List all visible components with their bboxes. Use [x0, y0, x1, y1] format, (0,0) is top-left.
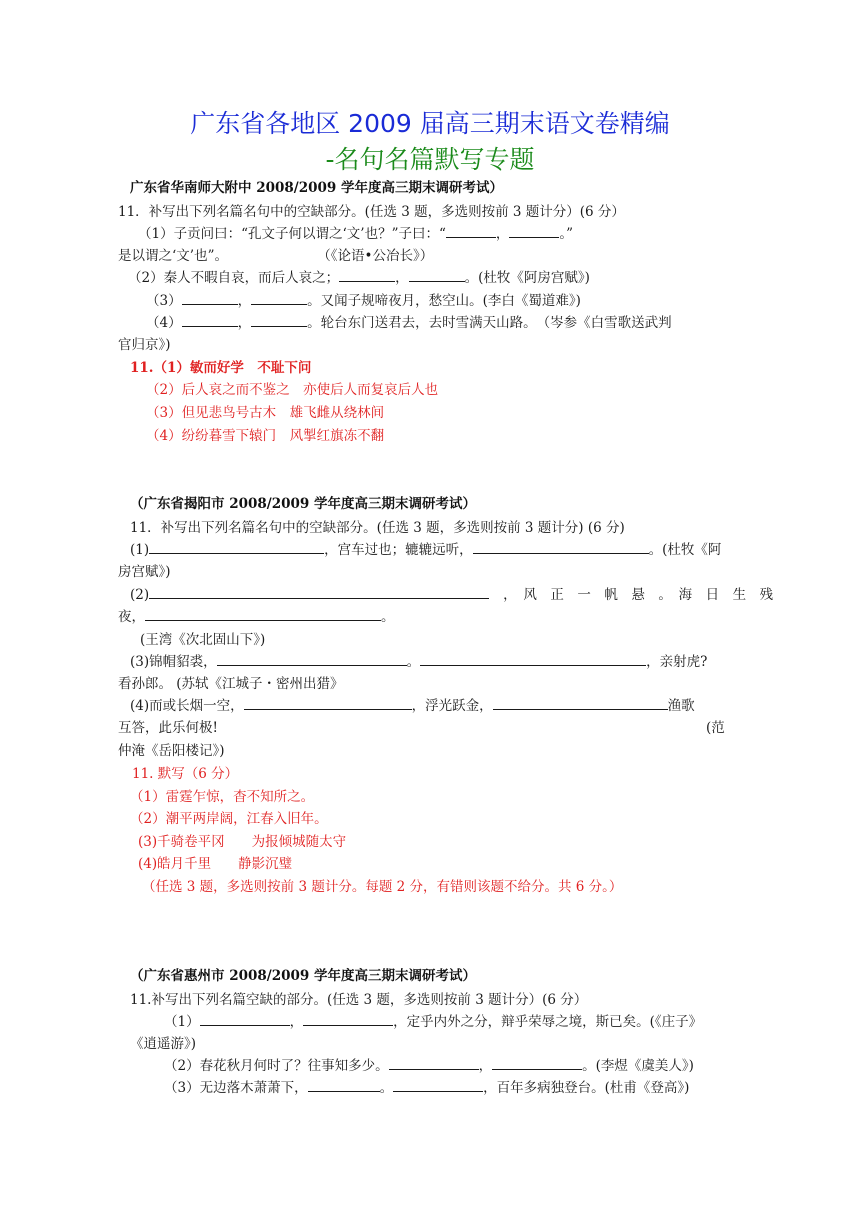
- blank: [149, 584, 489, 599]
- section-source: 广东省华南师大附中 2008/2009 学年度高三期末调研考试）: [130, 180, 503, 196]
- blank: [473, 539, 649, 554]
- blank: [420, 651, 646, 666]
- blank: [308, 1077, 380, 1092]
- blank: [251, 312, 307, 327]
- answer-line: (4)皓月千里 静影沉璧: [138, 856, 293, 872]
- blank: [389, 1055, 479, 1070]
- section-source: （广东省揭阳市 2008/2009 学年度高三期末调研考试）: [130, 496, 476, 512]
- question-item-2: (2) ， 风 正 一 帆 悬 。 海 日 生 残: [130, 583, 773, 603]
- answer-line: （4）纷纷暮雪下辕门 风掣红旗冻不翻: [146, 428, 385, 444]
- blank: [217, 651, 407, 666]
- answer-line: （2）后人哀之而不鉴之 亦使后人而复哀后人也: [146, 382, 439, 398]
- question-item-2-source: (王湾《次北固山下》): [140, 632, 266, 648]
- blank: [492, 1055, 582, 1070]
- question-item-4-source: 仲淹《岳阳楼记》): [118, 743, 225, 759]
- question-item-1-cont: 房宫赋》): [118, 564, 171, 580]
- page-title: 广东省各地区 2009 届高三期末语文卷精编: [190, 109, 670, 138]
- answer-line: (3)千骑卷平冈 为报倾城随太守: [138, 834, 347, 850]
- question-item-3: (3)锦帽貂裘， 。 ，亲射虎?: [130, 650, 707, 670]
- question-item-3: （3）无边落木萧萧下， 。 ，百年多病独登台。(杜甫《登高》): [164, 1076, 689, 1096]
- question-stem: 11.补写出下列名篇空缺的部分。(任选 3 题，多选则按前 3 题计分）(6 分）: [130, 992, 588, 1008]
- section-source: （广东省惠州市 2008/2009 学年度高三期末调研考试）: [130, 968, 476, 984]
- question-item-4-cont: 互答，此乐何极!: [118, 720, 218, 736]
- question-item-3: （3） ， 。又闻子规啼夜月，愁空山。(李白《蜀道难》): [146, 289, 581, 309]
- blank: [446, 223, 496, 238]
- question-item-4-cont2: (范: [706, 720, 725, 736]
- blank: [303, 1011, 393, 1026]
- question-item-2-cont: 夜， 。: [118, 605, 395, 625]
- question-stem: 11．补写出下列名篇名句中的空缺部分。(任选 3 题，多选则按前 3 题计分) (6 分): [130, 520, 625, 536]
- blank: [251, 290, 307, 305]
- answer-line: （3）但见悲鸟号古木 雄飞雌从绕林间: [146, 405, 385, 421]
- blank: [149, 539, 324, 554]
- question-item-1: （1） ， ，定乎内外之分，辩乎荣辱之境，斯已矣。(《庄子》: [164, 1010, 702, 1030]
- question-item-4-cont: 官归京》): [118, 337, 171, 353]
- answer-line: 11.（1）敏而好学 不耻下问: [130, 360, 312, 376]
- answer-line: （1）雷霆乍惊，杳不知所之。: [130, 789, 315, 805]
- question-item-2: （2）春花秋月何时了？往事知多少。 ， 。(李煜《虞美人》): [164, 1054, 694, 1074]
- question-item-2: （2）秦人不暇自哀，而后人哀之； ， 。(杜牧《阿房宫赋》): [128, 266, 590, 286]
- question-item-1-cont: 是以谓之‘文’也”。 （《论语•公冶长》）: [118, 248, 434, 264]
- blank: [493, 695, 668, 710]
- blank: [200, 1011, 290, 1026]
- blank: [509, 223, 559, 238]
- blank: [182, 312, 238, 327]
- blank: [409, 267, 465, 282]
- blank: [244, 695, 412, 710]
- answer-line: 11. 默写（6 分）: [132, 766, 239, 782]
- blank: [339, 267, 395, 282]
- blank: [182, 290, 238, 305]
- question-item-4: (4)而或长烟一空， ，浮光跃金， 渔歌: [130, 694, 695, 714]
- blank: [145, 606, 381, 621]
- page-subtitle: -名句名篇默写专题: [325, 145, 535, 174]
- question-item-1-cont: 《逍遥游》): [130, 1036, 197, 1052]
- question-stem: 11．补写出下列名篇名句中的空缺部分。(任选 3 题，多选则按前 3 题计分）(6 分）: [118, 204, 625, 220]
- question-item-3-cont: 看孙郎。 (苏轼《江城子・密州出猎》: [118, 676, 344, 692]
- answer-line: （2）潮平两岸阔，江春入旧年。: [130, 811, 328, 827]
- question-item-4: （4） ， 。轮台东门送君去，去时雪满天山路。 （岑参《白雪歌送武判: [146, 311, 672, 331]
- blank: [393, 1077, 483, 1092]
- question-item-1: (1) ，宫车过也；辘辘远听， 。(杜牧《阿: [130, 538, 721, 558]
- question-item-1: （1）子贡问曰：“孔文子何以谓之‘文’也？”子曰：“ ， 。”: [138, 222, 573, 242]
- answer-line: （任选 3 题，多选则按前 3 题计分。每题 2 分，有错则该题不给分。共 6 分。）: [142, 879, 623, 895]
